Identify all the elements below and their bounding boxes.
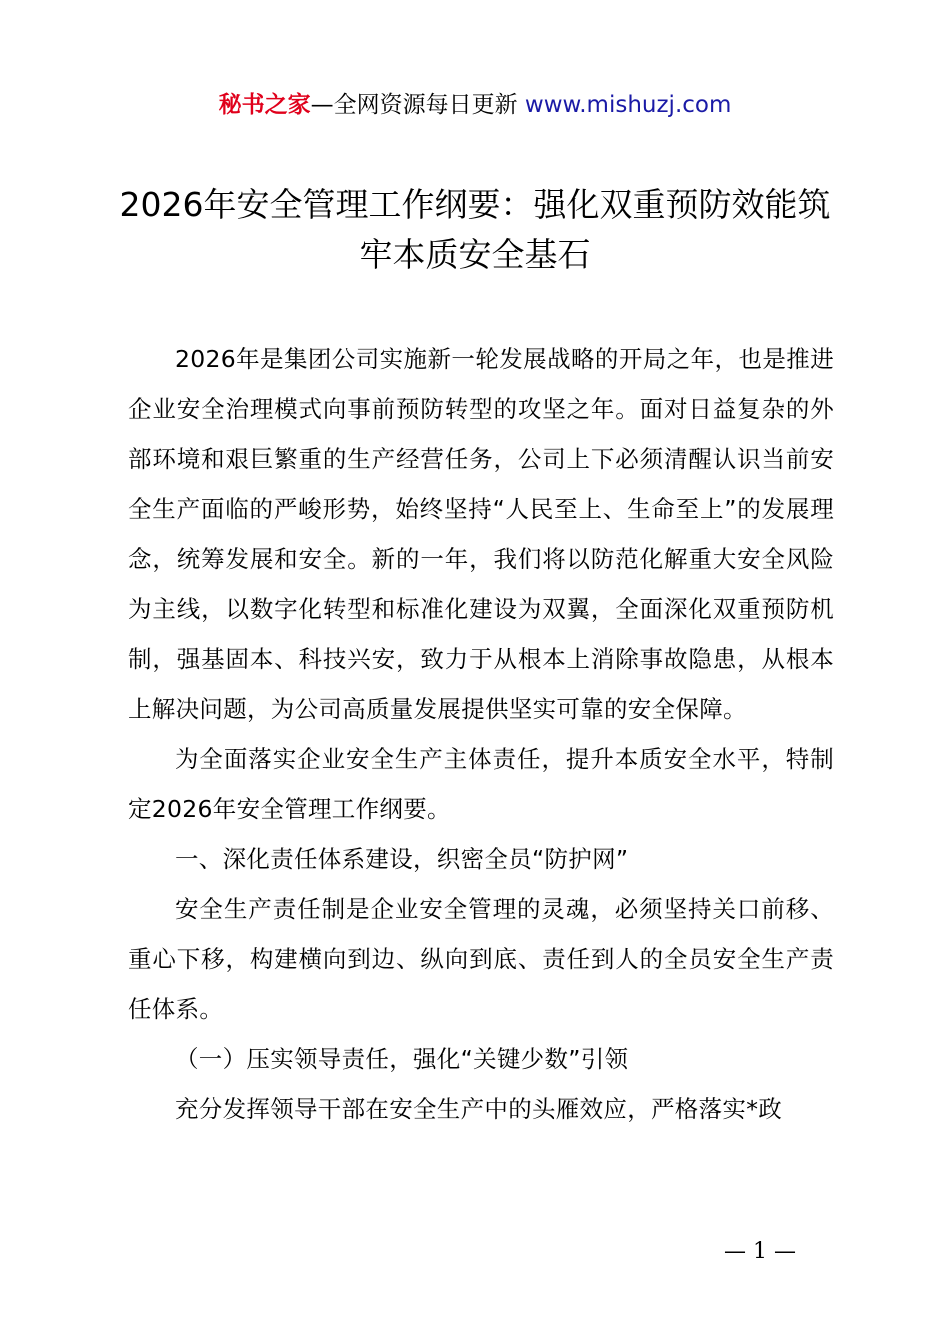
page-number: — 1 — (724, 1239, 796, 1264)
paragraph-subsection-1: 充分发挥领导干部在安全生产中的头雁效应，严格落实*政 (175, 1095, 783, 1123)
section-heading-1: 一、深化责任体系建设，织密全员“防护网” (175, 845, 629, 873)
paragraph-section-1: 安全生产责任制是企业安全管理的灵魂，必须坚持关口前移、重心下移，构建横向到边、纵向到底、责任到人的全员安全生产责任体系。 (128, 895, 834, 1023)
site-url-link[interactable]: www.mishuzj.com (524, 92, 732, 118)
site-header (0, 88, 950, 122)
document-body (128, 334, 834, 1134)
site-tagline: —全网资源每日更新 (310, 92, 518, 118)
subsection-heading-1: （一）压实领导责任，强化“关键少数”引领 (175, 1045, 629, 1073)
paragraph-purpose: 为全面落实企业安全生产主体责任，提升本质安全水平，特制定2026年安全管理工作纲要。 (128, 745, 834, 823)
document-title: 2026年安全管理工作纲要：强化双重预防效能筑牢本质安全基石 (119, 185, 831, 274)
site-brand: 秘书之家 (218, 92, 311, 118)
paragraph-intro: 2026年是集团公司实施新一轮发展战略的开局之年，也是推进企业安全治理模式向事前预防转型的攻坚之年。面对日益复杂的外部环境和艰巨繁重的生产经营任务，公司上下必须清醒认识当前安全生产面临的严峻形势，始终坚持“人民至上、生命至上”的发展理念，统筹发展和安全。新的一年，我们将以防范化解重大安全风险为主线，以数字化转型和标准化建设为双翼，全面深化双重预防机制，强基固本、科技兴安，致力于从根本上消除事故隐患，从根本上解决问题，为公司高质量发展提供坚实可靠的安全保障。 (128, 345, 834, 723)
